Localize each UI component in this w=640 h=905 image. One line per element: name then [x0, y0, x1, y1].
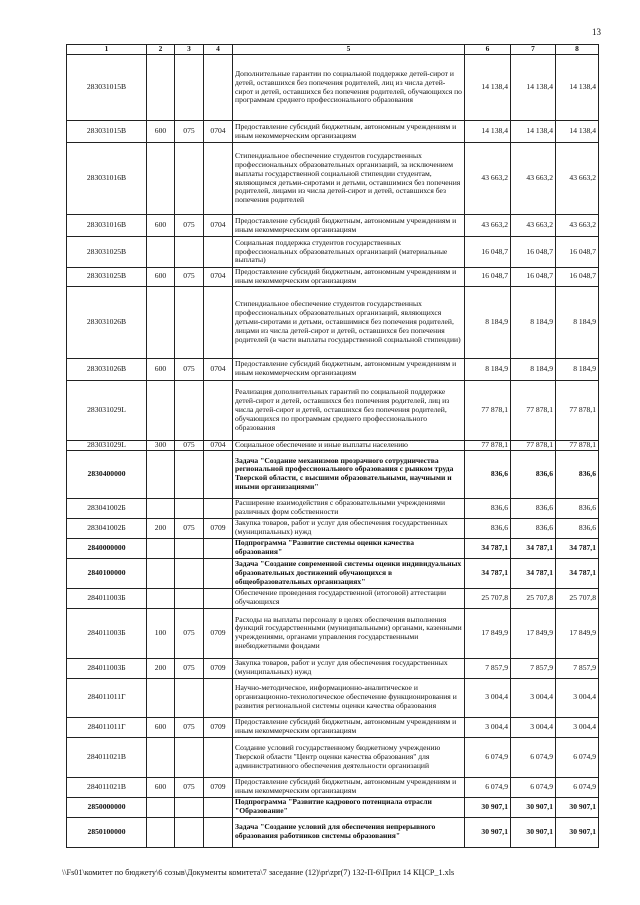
- type-cell: 600: [147, 268, 175, 287]
- department-cell: [175, 538, 204, 558]
- amount-cell: 6 074,9: [511, 737, 556, 777]
- amount-cell: 16 048,7: [465, 268, 511, 287]
- code-cell: 284011011Г: [67, 717, 147, 737]
- amount-cell: 16 048,7: [556, 237, 599, 268]
- department-cell: [175, 737, 204, 777]
- section-cell: [204, 558, 233, 588]
- type-cell: 600: [147, 358, 175, 380]
- column-header-row: [67, 45, 599, 55]
- description-cell: Дополнительные гарантии по социальной поддержке детей-сирот и детей, оставшихся без попечения родителей, лиц из числа детей-сирот и детей, оставшихся без попечения родителей, обучающихся по программам среднего профессионального образования: [233, 55, 465, 121]
- amount-cell: 14 138,4: [511, 55, 556, 121]
- table-row: [67, 737, 599, 777]
- table-row: [67, 268, 599, 287]
- column-header: 8: [556, 45, 599, 55]
- amount-cell: 3 004,4: [465, 678, 511, 717]
- code-cell: 284011011Г: [67, 678, 147, 717]
- section-cell: 0709: [204, 518, 233, 538]
- table-row: [67, 286, 599, 358]
- amount-cell: 30 907,1: [511, 797, 556, 817]
- code-cell: 283031025B: [67, 237, 147, 268]
- amount-cell: 14 138,4: [465, 121, 511, 143]
- type-cell: 200: [147, 658, 175, 678]
- type-cell: 600: [147, 121, 175, 143]
- section-cell: [204, 498, 233, 518]
- amount-cell: 30 907,1: [556, 817, 599, 847]
- section-cell: 0709: [204, 777, 233, 797]
- amount-cell: 25 707,8: [511, 588, 556, 608]
- column-header: 1: [67, 45, 147, 55]
- description-cell: Реализация дополнительных гарантий по социальной поддержке детей-сирот и детей, оставшихся без попечения родителей, лиц из числа детей-сирот и детей, оставшихся без попечения родителей, обучающихся по программам среднего профессионального образования: [233, 380, 465, 440]
- table-row: [67, 518, 599, 538]
- amount-cell: 8 184,9: [465, 286, 511, 358]
- table-row: [67, 588, 599, 608]
- description-cell: Социальное обеспечение и иные выплаты населению: [233, 440, 465, 450]
- table-row: [67, 658, 599, 678]
- table-row: [67, 380, 599, 440]
- type-cell: [147, 817, 175, 847]
- type-cell: [147, 450, 175, 498]
- amount-cell: 16 048,7: [511, 268, 556, 287]
- table-row: [67, 450, 599, 498]
- section-cell: [204, 817, 233, 847]
- section-cell: 0709: [204, 608, 233, 658]
- amount-cell: 25 707,8: [556, 588, 599, 608]
- column-header: 6: [465, 45, 511, 55]
- department-cell: 075: [175, 440, 204, 450]
- section-cell: 0709: [204, 658, 233, 678]
- department-cell: [175, 498, 204, 518]
- section-cell: [204, 797, 233, 817]
- code-cell: 283031025B: [67, 268, 147, 287]
- table-row: [67, 358, 599, 380]
- description-cell: Закупка товаров, работ и услуг для обеспечения государственных (муниципальных) нужд: [233, 658, 465, 678]
- amount-cell: 836,6: [556, 518, 599, 538]
- department-cell: 075: [175, 121, 204, 143]
- column-header: 7: [511, 45, 556, 55]
- amount-cell: 836,6: [556, 498, 599, 518]
- department-cell: 075: [175, 358, 204, 380]
- amount-cell: 8 184,9: [511, 286, 556, 358]
- table-row: [67, 440, 599, 450]
- type-cell: 600: [147, 717, 175, 737]
- code-cell: 283031015B: [67, 121, 147, 143]
- description-cell: Социальная поддержка студентов государственных профессиональных образовательных организаций (материальные выплаты): [233, 237, 465, 268]
- amount-cell: 6 074,9: [556, 737, 599, 777]
- description-cell: Предоставление субсидий бюджетным, автономным учреждениям и иным некоммерческим организациям: [233, 215, 465, 237]
- amount-cell: 6 074,9: [556, 777, 599, 797]
- amount-cell: 34 787,1: [511, 558, 556, 588]
- section-cell: [204, 737, 233, 777]
- type-cell: [147, 558, 175, 588]
- amount-cell: 17 849,9: [511, 608, 556, 658]
- amount-cell: 30 907,1: [556, 797, 599, 817]
- department-cell: 075: [175, 268, 204, 287]
- column-header: 4: [204, 45, 233, 55]
- amount-cell: 34 787,1: [556, 558, 599, 588]
- amount-cell: 14 138,4: [556, 55, 599, 121]
- amount-cell: 14 138,4: [511, 121, 556, 143]
- section-cell: [204, 380, 233, 440]
- amount-cell: 836,6: [556, 450, 599, 498]
- type-cell: [147, 538, 175, 558]
- amount-cell: 8 184,9: [511, 358, 556, 380]
- table-row: [67, 608, 599, 658]
- amount-cell: 7 857,9: [511, 658, 556, 678]
- amount-cell: 43 663,2: [465, 143, 511, 215]
- department-cell: [175, 588, 204, 608]
- type-cell: [147, 143, 175, 215]
- code-cell: 2830400000: [67, 450, 147, 498]
- table-row: [67, 678, 599, 717]
- column-header: 3: [175, 45, 204, 55]
- section-cell: [204, 143, 233, 215]
- budget-table-body: [67, 45, 599, 848]
- amount-cell: 14 138,4: [465, 55, 511, 121]
- file-path-footer: \\Fs01\комитет по бюджету\6 созыв\Документы комитета\7 заседание (12)\pr\zpr(7) 132-П-6\Прил 14 КЦСР_1.xls: [62, 868, 455, 877]
- table-row: [67, 717, 599, 737]
- amount-cell: 8 184,9: [556, 358, 599, 380]
- description-cell: Создание условий государственному бюджетному учреждению Тверской области "Центр оценки качества образования" для административного обеспечения деятельности организаций: [233, 737, 465, 777]
- amount-cell: 25 707,8: [465, 588, 511, 608]
- section-cell: [204, 538, 233, 558]
- code-cell: 283031015B: [67, 55, 147, 121]
- amount-cell: 3 004,4: [556, 678, 599, 717]
- amount-cell: 43 663,2: [556, 215, 599, 237]
- section-cell: [204, 588, 233, 608]
- department-cell: [175, 380, 204, 440]
- type-cell: 200: [147, 518, 175, 538]
- type-cell: [147, 588, 175, 608]
- section-cell: 0704: [204, 268, 233, 287]
- amount-cell: 77 878,1: [511, 380, 556, 440]
- amount-cell: 6 074,9: [465, 777, 511, 797]
- amount-cell: 30 907,1: [465, 797, 511, 817]
- type-cell: [147, 55, 175, 121]
- amount-cell: 30 907,1: [465, 817, 511, 847]
- department-cell: 075: [175, 215, 204, 237]
- amount-cell: 77 878,1: [556, 440, 599, 450]
- department-cell: 075: [175, 658, 204, 678]
- type-cell: 600: [147, 777, 175, 797]
- page-number: 13: [592, 27, 601, 37]
- type-cell: 300: [147, 440, 175, 450]
- amount-cell: 3 004,4: [556, 717, 599, 737]
- amount-cell: 77 878,1: [556, 380, 599, 440]
- section-cell: 0704: [204, 440, 233, 450]
- amount-cell: 34 787,1: [465, 558, 511, 588]
- department-cell: [175, 678, 204, 717]
- amount-cell: 8 184,9: [465, 358, 511, 380]
- description-cell: Подпрограмма "Развитие кадрового потенциала отрасли "Образование": [233, 797, 465, 817]
- description-cell: Расходы на выплаты персоналу в целях обеспечения выполнения функций государственными (муниципальными) органами, казенными учреждениями, органами управления государственными внебюджетными фондами: [233, 608, 465, 658]
- amount-cell: 3 004,4: [511, 678, 556, 717]
- section-cell: [204, 286, 233, 358]
- amount-cell: 14 138,4: [556, 121, 599, 143]
- department-cell: 075: [175, 717, 204, 737]
- description-cell: Закупка товаров, работ и услуг для обеспечения государственных (муниципальных) нужд: [233, 518, 465, 538]
- amount-cell: 34 787,1: [465, 538, 511, 558]
- table-row: [67, 237, 599, 268]
- section-cell: [204, 55, 233, 121]
- description-cell: Предоставление субсидий бюджетным, автономным учреждениям и иным некоммерческим организациям: [233, 777, 465, 797]
- section-cell: [204, 237, 233, 268]
- department-cell: 075: [175, 518, 204, 538]
- description-cell: Предоставление субсидий бюджетным, автономным учреждениям и иным некоммерческим организациям: [233, 121, 465, 143]
- amount-cell: 836,6: [511, 450, 556, 498]
- amount-cell: 16 048,7: [511, 237, 556, 268]
- amount-cell: 7 857,9: [465, 658, 511, 678]
- section-cell: [204, 450, 233, 498]
- amount-cell: 17 849,9: [556, 608, 599, 658]
- amount-cell: 16 048,7: [556, 268, 599, 287]
- amount-cell: 77 878,1: [511, 440, 556, 450]
- code-cell: 284011021B: [67, 737, 147, 777]
- table-row: [67, 143, 599, 215]
- amount-cell: 43 663,2: [511, 215, 556, 237]
- amount-cell: 3 004,4: [465, 717, 511, 737]
- amount-cell: 43 663,2: [511, 143, 556, 215]
- department-cell: [175, 286, 204, 358]
- code-cell: 283031029L: [67, 380, 147, 440]
- department-cell: [175, 558, 204, 588]
- amount-cell: 43 663,2: [465, 215, 511, 237]
- code-cell: 2840000000: [67, 538, 147, 558]
- amount-cell: 836,6: [511, 518, 556, 538]
- code-cell: 283031016B: [67, 143, 147, 215]
- code-cell: 284011003Б: [67, 608, 147, 658]
- amount-cell: 30 907,1: [511, 817, 556, 847]
- section-cell: [204, 678, 233, 717]
- amount-cell: 6 074,9: [465, 737, 511, 777]
- table-row: [67, 777, 599, 797]
- code-cell: 2840100000: [67, 558, 147, 588]
- description-cell: Расширение взаимодействия с образовательными учреждениями различных форм собственности: [233, 498, 465, 518]
- description-cell: Задача "Создание современной системы оценки индивидуальных образовательных достижений обучающихся в общеобразовательных организациях": [233, 558, 465, 588]
- amount-cell: 17 849,9: [465, 608, 511, 658]
- description-cell: Предоставление субсидий бюджетным, автономным учреждениям и иным некоммерческим организациям: [233, 268, 465, 287]
- description-cell: Задача "Создание механизмов прозрачного сотрудничества региональной профессионального образования с рынком труда Тверской области, с высшими образовательными, научными и иными организациями": [233, 450, 465, 498]
- table-row: [67, 215, 599, 237]
- amount-cell: 836,6: [465, 498, 511, 518]
- type-cell: [147, 678, 175, 717]
- section-cell: 0704: [204, 121, 233, 143]
- code-cell: 2850000000: [67, 797, 147, 817]
- code-cell: 283031026B: [67, 286, 147, 358]
- amount-cell: 43 663,2: [556, 143, 599, 215]
- type-cell: 600: [147, 215, 175, 237]
- amount-cell: 16 048,7: [465, 237, 511, 268]
- table-row: [67, 538, 599, 558]
- table-row: [67, 817, 599, 847]
- type-cell: [147, 286, 175, 358]
- type-cell: [147, 380, 175, 440]
- department-cell: [175, 143, 204, 215]
- table-row: [67, 797, 599, 817]
- type-cell: [147, 498, 175, 518]
- description-cell: Стипендиальное обеспечение студентов государственных профессиональных образовательных организаций, за исключением выплаты государственной социальной стипендии студентам, являющимся детьми-сиротами и детьми, оставшимися без попечения родителей, лицами из числа детей-сирот и детей, оставшихся без попечения родителей: [233, 143, 465, 215]
- code-cell: 284011003Б: [67, 658, 147, 678]
- description-cell: Предоставление субсидий бюджетным, автономным учреждениям и иным некоммерческим организациям: [233, 717, 465, 737]
- type-cell: [147, 737, 175, 777]
- section-cell: 0709: [204, 717, 233, 737]
- code-cell: 284011003Б: [67, 588, 147, 608]
- amount-cell: 836,6: [511, 498, 556, 518]
- amount-cell: 77 878,1: [465, 440, 511, 450]
- section-cell: 0704: [204, 215, 233, 237]
- code-cell: 283031016B: [67, 215, 147, 237]
- table-row: [67, 121, 599, 143]
- code-cell: 2850100000: [67, 817, 147, 847]
- type-cell: [147, 797, 175, 817]
- amount-cell: 8 184,9: [556, 286, 599, 358]
- description-cell: Стипендиальное обеспечение студентов государственных профессиональных образовательных организаций, являющихся детьми-сиротами и детьми, оставшимися без попечения родителей, лицами из числа детей-сирот и детей, оставшихся без попечения родителей (в части выплаты государственной социальной стипендии): [233, 286, 465, 358]
- code-cell: 283031029L: [67, 440, 147, 450]
- type-cell: [147, 237, 175, 268]
- department-cell: 075: [175, 777, 204, 797]
- amount-cell: 34 787,1: [556, 538, 599, 558]
- amount-cell: 3 004,4: [511, 717, 556, 737]
- amount-cell: 77 878,1: [465, 380, 511, 440]
- amount-cell: 836,6: [465, 518, 511, 538]
- department-cell: [175, 817, 204, 847]
- department-cell: [175, 450, 204, 498]
- code-cell: 283041002Б: [67, 498, 147, 518]
- amount-cell: 34 787,1: [511, 538, 556, 558]
- column-header: 5: [233, 45, 465, 55]
- description-cell: Научно-методическое, информационно-аналитическое и организационно-технологическое обеспечение функционирования и развития региональной системы оценки качества образования: [233, 678, 465, 717]
- department-cell: [175, 237, 204, 268]
- column-header: 2: [147, 45, 175, 55]
- description-cell: Задача "Создание условий для обеспечения непрерывного образования работников системы образования": [233, 817, 465, 847]
- code-cell: 283041002Б: [67, 518, 147, 538]
- department-cell: [175, 55, 204, 121]
- code-cell: 284011021B: [67, 777, 147, 797]
- department-cell: 075: [175, 608, 204, 658]
- type-cell: 100: [147, 608, 175, 658]
- table-row: [67, 498, 599, 518]
- department-cell: [175, 797, 204, 817]
- table-row: [67, 558, 599, 588]
- amount-cell: 836,6: [465, 450, 511, 498]
- budget-table: [66, 44, 599, 848]
- amount-cell: 7 857,9: [556, 658, 599, 678]
- amount-cell: 6 074,9: [511, 777, 556, 797]
- code-cell: 283031026B: [67, 358, 147, 380]
- section-cell: 0704: [204, 358, 233, 380]
- description-cell: Обеспечение проведения государственной (итоговой) аттестации обучающихся: [233, 588, 465, 608]
- description-cell: Предоставление субсидий бюджетным, автономным учреждениям и иным некоммерческим организациям: [233, 358, 465, 380]
- description-cell: Подпрограмма "Развитие системы оценки качества образования": [233, 538, 465, 558]
- table-row: [67, 55, 599, 121]
